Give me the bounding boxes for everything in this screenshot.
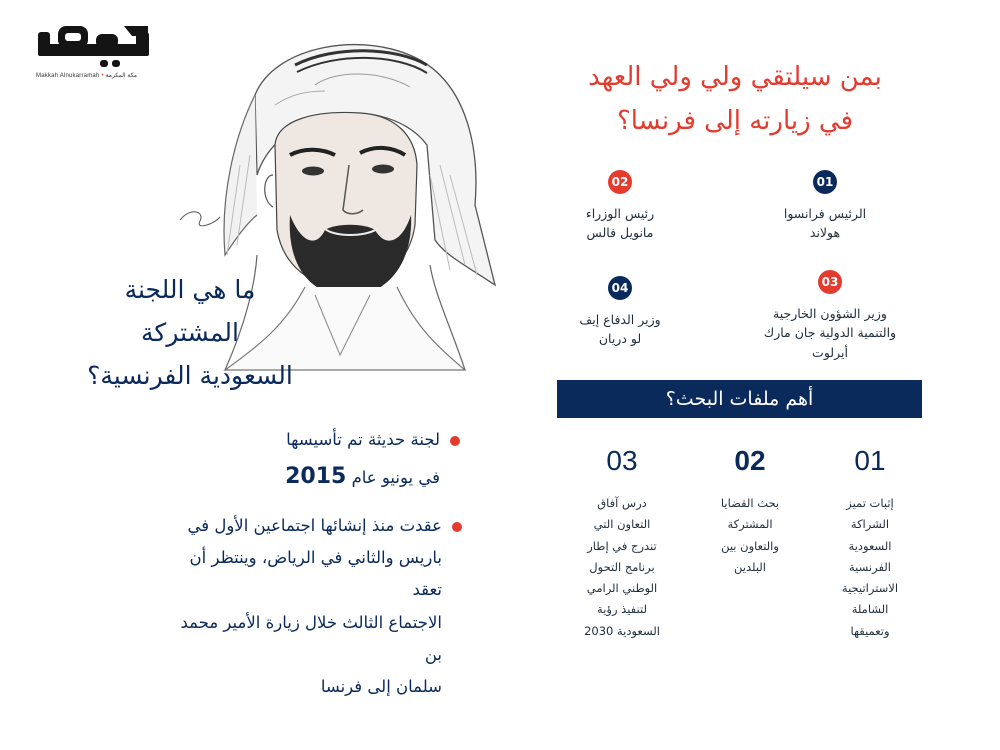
research-text: بحث القضايا المشتركة والتعاون بين البلدين — [720, 496, 780, 574]
headline — [560, 55, 910, 143]
research-text: إثبات تميز الشراكة السعودية الفرنسية الاستراتيجية الشاملة وتعميقها — [841, 496, 899, 638]
number-badge: 04 — [608, 276, 632, 300]
research-item-3 — [567, 445, 677, 642]
meeting-card-hollande — [735, 170, 915, 243]
committee-bullet-founded: لجنة حديثة تم تأسيسها في يونيو عام 2015 — [250, 424, 440, 499]
research-item-1 — [815, 445, 925, 642]
headline-line-1: بمن سيلتقي ولي ولي العهد — [588, 62, 882, 92]
meeting-name: وزير الدفاع إيف لو دريان — [579, 312, 661, 347]
number-badge: 03 — [818, 270, 842, 294]
meeting-card-ayrault — [720, 270, 940, 362]
meeting-name: الرئيس فرانسوا هولاند — [783, 206, 867, 241]
research-number: 03 — [606, 445, 638, 476]
meeting-card-valls — [530, 170, 710, 243]
logo-mark-icon — [36, 22, 151, 70]
research-number: 01 — [854, 445, 886, 476]
bullet-dot-icon — [452, 522, 462, 532]
meeting-name: وزير الشؤون الخارجية والتنمية الدولية جان مارك أيرلوت — [763, 306, 897, 360]
number-badge: 02 — [608, 170, 632, 194]
logo — [36, 22, 151, 84]
research-text: درس آفاق التعاون التي تندرج في إطار برنامج التحول الوطني الرامي لتنفيذ رؤية السعودية 2030 — [584, 496, 660, 638]
research-banner: أهم ملفات البحث؟ — [557, 380, 922, 418]
committee-question: ما هي اللجنة المشتركة السعودية الفرنسية؟ — [87, 275, 293, 390]
research-item-2 — [695, 445, 805, 578]
research-number: 02 — [734, 445, 766, 476]
logo-subtitle: Makkah Alnukarramah • مكة المكرمة — [36, 73, 137, 79]
headline-line-2: في زيارته إلى فرنسا؟ — [616, 106, 854, 137]
bullet-dot-icon — [450, 436, 460, 446]
founding-year: 2015 — [285, 464, 347, 490]
meeting-name: رئيس الوزراء مانويل فالس — [585, 206, 655, 241]
meeting-card-le-drian — [530, 276, 710, 349]
number-badge: 01 — [813, 170, 837, 194]
committee-bullet-meetings: عقدت منذ إنشائها اجتماعين الأول في باريس والثاني في الرياض، وينتظر أن تعقد الاجتماع الثالث خلال زيارة الأمير محمد بن سلمان إلى فرنسا — [160, 510, 442, 703]
